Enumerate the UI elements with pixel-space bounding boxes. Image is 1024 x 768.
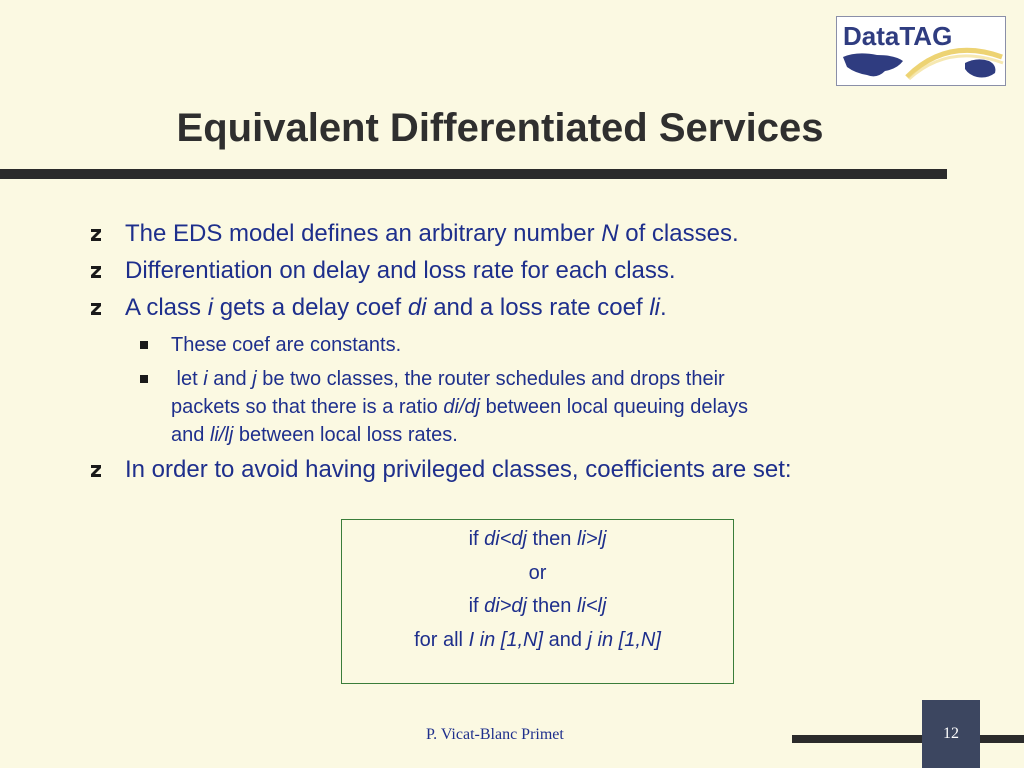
bullet-3-var-di: di [407,294,427,321]
page-number: 12 [943,725,959,742]
bullet-3-text-mid1: gets a delay coef [213,294,408,321]
sub-bullet-2-line-1 [171,365,725,393]
logo-text: DataTAG [843,21,953,51]
datatag-logo [836,16,1006,86]
bullet-3-var-i: i [207,294,214,321]
slide-title: Equivalent Differentiated Services [176,106,824,150]
rule-1-then: then [526,528,577,550]
rule-line-1 [342,525,733,553]
coefficient-rules-box [341,519,734,684]
bullet-1-text-post: of classes. [618,220,739,247]
sub-2-var-i: i [203,368,208,390]
sub-bullet-2-line-2 [171,393,748,421]
bullet-2: Differentiation on delay and loss rate for each class. [125,257,676,284]
bullet-1-text-pre: The EDS model defines an arbitrary number [125,220,602,247]
sub-2-var-j: j [252,368,257,390]
square-bullet-icon [140,341,148,349]
rule-2-result: li<lj [576,595,607,617]
z-bullet-icon [88,301,104,317]
sub-2-line-3-post: between local loss rates. [233,424,458,446]
bullet-1 [125,219,739,249]
rule-line-2 [342,592,733,620]
footer-author: P. Vicat-Blanc Primet [426,726,564,743]
bullet-3-var-li: li [649,294,660,321]
rule-2-condition: di>dj [484,595,527,617]
range-j: j in [1,N] [587,629,661,651]
rule-line-range [342,626,733,654]
bullet-3-text-post: . [660,294,667,321]
sub-2-line-2-pre: packets so that there is a ratio [171,396,444,418]
rule-2-if: if [468,595,485,617]
sub-2-line-3-pre: and [171,424,210,446]
sub-2-text-pre: let [171,368,204,390]
bullet-3-text-mid2: and a loss rate coef [426,294,650,321]
rule-line-or: or [528,562,547,584]
title-divider [0,169,947,179]
range-i: I in [1,N] [468,629,544,651]
sub-2-line-2-post: between local queuing delays [480,396,749,418]
rule-1-result: li>lj [576,528,607,550]
world-map-icon [837,17,1005,85]
sub-2-ratio-loss: li/lj [209,424,234,446]
z-bullet-icon [88,463,104,479]
sub-bullet-2-line-3 [171,421,458,449]
sub-2-text-and: and [207,368,253,390]
range-and: and [543,629,588,651]
rule-2-then: then [526,595,577,617]
footer-divider-left [792,735,922,743]
sub-2-text-post: be two classes, the router schedules and drops their [256,368,725,390]
bullet-3-text-pre: A class [125,294,208,321]
bullet-4: In order to avoid having privileged classes, coefficients are set: [125,456,792,483]
page-number-box [922,700,980,768]
z-bullet-icon [88,227,104,243]
rule-1-condition: di<dj [484,528,527,550]
z-bullet-icon [88,264,104,280]
sub-2-ratio-delay: di/dj [443,396,481,418]
range-pre: for all [414,629,469,651]
square-bullet-icon [140,375,148,383]
sub-bullet-1: These coef are constants. [171,334,402,356]
bullet-1-var-n: N [601,220,619,247]
rule-1-if: if [468,528,485,550]
footer-divider-right [980,735,1024,743]
bullet-3 [125,293,667,323]
